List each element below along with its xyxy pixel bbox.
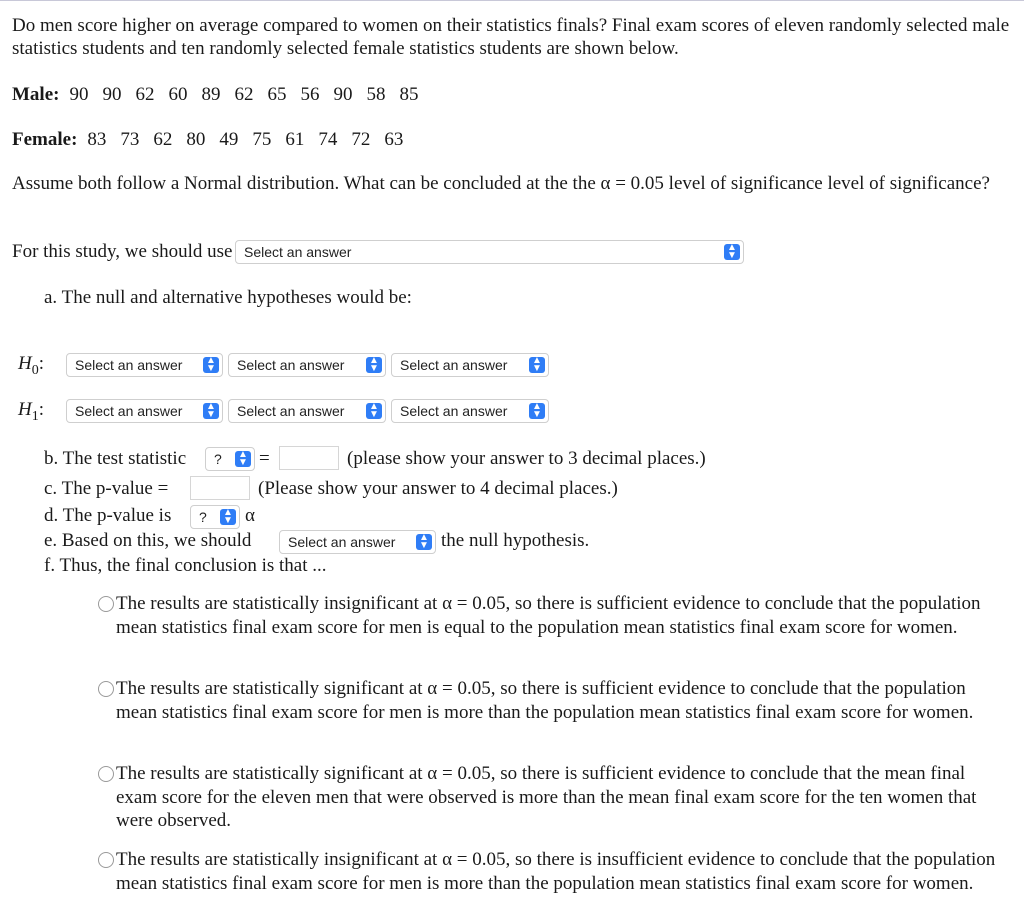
male-label: Male: <box>12 84 60 105</box>
h1-parameter-select[interactable] <box>66 399 223 423</box>
decision-select-value: Select an answer <box>288 534 396 550</box>
female-score: 75 <box>252 129 272 150</box>
top-divider <box>0 0 1024 1</box>
male-score: 85 <box>399 84 419 105</box>
part-e-suffix: the null hypothesis. <box>441 530 590 551</box>
part-a-label: a. The null and alternative hypotheses would be: <box>44 287 412 308</box>
conclusion-option-text: The results are statistically insignificant at α = 0.05, so there is sufficient evidence to conclude that the population mean statistics final exam score for men is equal to the population mean statistics final exam score for women. <box>116 593 981 638</box>
p-value-comparison-select[interactable] <box>190 505 240 529</box>
p-value-comparison-value: ? <box>199 509 207 525</box>
equals-sign: = <box>259 448 270 469</box>
question-intro: Do men score higher on average compared to women on their statistics finals? Final exam scores of eleven randomly selected male statistics students and ten randomly selected female statistics students are shown below. <box>12 15 1010 59</box>
decision-select[interactable] <box>279 530 436 554</box>
male-score: 62 <box>135 84 155 105</box>
chevron-updown-icon: ▲ ▼ <box>366 403 382 419</box>
conclusion-option-text: The results are statistically significant at α = 0.05, so there is sufficient evidence to conclude that the population mean statistics final exam score for men is more than the population mean statistics final exam score for women. <box>116 678 974 723</box>
radio-button[interactable] <box>98 681 114 697</box>
h0-value-select[interactable] <box>391 353 549 377</box>
male-scores-row <box>12 83 432 106</box>
p-value-input[interactable] <box>190 476 250 500</box>
h1-operator-select[interactable] <box>228 399 386 423</box>
assumption-text: Assume both follow a Normal distribution. What can be concluded at the the α = 0.05 level of significance level of significance? <box>12 173 990 194</box>
test-statistic-type-value: ? <box>214 451 222 467</box>
h0-parameter-select-value: Select an answer <box>75 357 183 373</box>
conclusion-option-2[interactable] <box>98 677 1010 749</box>
female-label: Female: <box>12 129 78 150</box>
female-score: 62 <box>153 129 173 150</box>
study-type-select[interactable] <box>235 240 744 264</box>
male-score: 65 <box>267 84 287 105</box>
conclusion-option-3[interactable] <box>98 762 1010 834</box>
male-score: 90 <box>69 84 89 105</box>
radio-button[interactable] <box>98 852 114 868</box>
female-score: 74 <box>318 129 338 150</box>
part-e-prefix: e. Based on this, we should <box>44 530 252 551</box>
male-score: 58 <box>366 84 386 105</box>
h0-parameter-select[interactable] <box>66 353 223 377</box>
chevron-updown-icon: ▲ ▼ <box>366 357 382 373</box>
female-score: 49 <box>219 129 239 150</box>
male-score: 56 <box>300 84 320 105</box>
chevron-updown-icon: ▲ ▼ <box>203 403 219 419</box>
male-score: 62 <box>234 84 254 105</box>
chevron-updown-icon: ▲ ▼ <box>220 509 236 525</box>
female-score: 61 <box>285 129 305 150</box>
part-d-prefix: d. The p-value is <box>44 505 172 526</box>
male-score: 90 <box>333 84 353 105</box>
h1-symbol: $H_1$: <box>18 399 45 424</box>
h0-operator-select[interactable] <box>228 353 386 377</box>
study-type-prompt <box>12 240 232 263</box>
conclusion-option-1[interactable] <box>98 592 1010 664</box>
test-statistic-type-select[interactable] <box>205 447 255 471</box>
h1-value-select[interactable] <box>391 399 549 423</box>
part-b-note: (please show your answer to 3 decimal places.) <box>347 448 706 469</box>
male-score: 90 <box>102 84 122 105</box>
alpha-symbol: α <box>245 505 255 526</box>
test-statistic-input[interactable] <box>279 446 339 470</box>
chevron-updown-icon: ▲ ▼ <box>724 244 740 260</box>
conclusion-option-4[interactable] <box>98 848 1010 904</box>
female-score: 73 <box>120 129 140 150</box>
h0-value-select-value: Select an answer <box>400 357 508 373</box>
female-score: 63 <box>384 129 404 150</box>
study-type-label: For this study, we should use <box>12 241 233 262</box>
chevron-updown-icon: ▲ ▼ <box>529 403 545 419</box>
conclusion-option-text: The results are statistically significant at α = 0.05, so there is sufficient evidence to conclude that the mean final exam score for the eleven men that were observed is more than the mean final exam score for the ten women that were observed. <box>116 763 977 831</box>
chevron-updown-icon: ▲ ▼ <box>235 451 251 467</box>
male-score: 60 <box>168 84 188 105</box>
h1-parameter-select-value: Select an answer <box>75 403 183 419</box>
female-scores-row <box>12 128 417 151</box>
female-score: 72 <box>351 129 371 150</box>
part-c-prefix: c. The p-value = <box>44 478 169 499</box>
part-b-prefix: b. The test statistic <box>44 448 187 469</box>
h0-symbol: $H_0$: <box>18 353 45 378</box>
radio-button[interactable] <box>98 596 114 612</box>
conclusion-option-text: The results are statistically insignificant at α = 0.05, so there is insufficient evidence to conclude that the population mean statistics final exam score for men is more than the population mean statistics final exam score for women. <box>116 849 996 894</box>
part-f-label: f. Thus, the final conclusion is that ... <box>44 555 327 576</box>
h1-operator-select-value: Select an answer <box>237 403 345 419</box>
h1-value-select-value: Select an answer <box>400 403 508 419</box>
chevron-updown-icon: ▲ ▼ <box>529 357 545 373</box>
chevron-updown-icon: ▲ ▼ <box>203 357 219 373</box>
female-score: 83 <box>87 129 107 150</box>
female-score: 80 <box>186 129 206 150</box>
male-score: 89 <box>201 84 221 105</box>
chevron-updown-icon: ▲ ▼ <box>416 534 432 550</box>
h0-operator-select-value: Select an answer <box>237 357 345 373</box>
radio-button[interactable] <box>98 766 114 782</box>
study-type-select-value: Select an answer <box>244 244 352 260</box>
part-c-note: (Please show your answer to 4 decimal places.) <box>258 478 618 499</box>
